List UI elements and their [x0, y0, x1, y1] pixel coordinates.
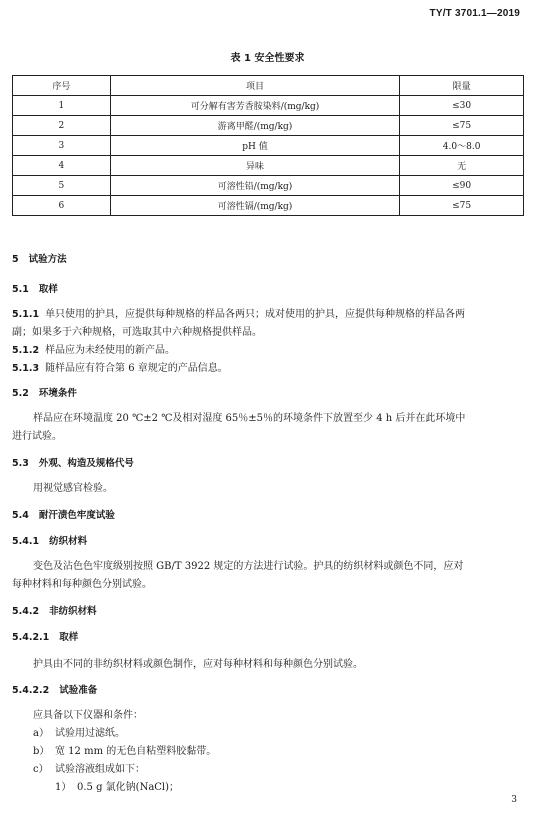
section-title: 试验方法	[28, 254, 67, 265]
list-item-text: 试验用过滤纸。	[55, 728, 125, 739]
table-cell: 2	[13, 116, 111, 136]
table-title: 表 1 安全性要求	[230, 53, 305, 64]
section-heading-5-4-2-2	[12, 682, 97, 696]
section-number: 5.2	[12, 388, 29, 399]
page-number: 3	[511, 795, 517, 805]
list-marker: b）	[33, 746, 50, 757]
table-cell: 可溶性镉/(mg/kg)	[110, 196, 399, 216]
clause-text: 样品应为未经使用的新产品。	[45, 345, 176, 356]
paragraph-5-4-1-line-2: 每种材料和每种颜色分别试验。	[12, 579, 152, 590]
list-marker: c）	[33, 764, 49, 775]
section-heading-5-2	[12, 385, 77, 399]
table-cell: 5	[13, 176, 111, 196]
clause-5-1-3	[12, 359, 228, 374]
section-number: 5.4.2.1	[12, 632, 50, 643]
table-cell: ≤75	[400, 116, 524, 136]
clause-number: 5.1.1	[12, 309, 40, 320]
list-item	[33, 742, 216, 757]
clause-number: 5.1.3	[12, 363, 40, 374]
table-row	[13, 116, 524, 136]
table-row	[13, 136, 524, 156]
column-header: 序号	[13, 76, 111, 96]
paragraph-5-2-line-1: 样品应在环境温度 20 ℃±2 ℃及相对湿度 65％±5％的环境条件下放置至少 4 h 后并在此环境中	[33, 413, 466, 424]
section-heading-5-1	[12, 281, 58, 295]
clause-5-1-1-line-1	[12, 305, 465, 320]
section-number: 5.4.2.2	[12, 685, 50, 696]
list-item-text: 0.5 g 氯化钠(NaCl)；	[77, 782, 180, 793]
section-heading-5-3	[12, 455, 134, 469]
table-cell: 游离甲醛/(mg/kg)	[110, 116, 399, 136]
section-title: 纺织材料	[49, 536, 88, 547]
clause-text: 单只使用的护具，应提供每种规格的样品各两只；成对使用的护具，应提供每种规格的样品各两	[45, 309, 466, 320]
section-title: 非纺织材料	[49, 606, 97, 617]
table-cell: 6	[13, 196, 111, 216]
clause-5-1-2	[12, 341, 175, 356]
table-row	[13, 96, 524, 116]
section-title: 试验准备	[59, 685, 98, 696]
section-heading-5-4-2	[12, 603, 97, 617]
section-title: 外观、构造及规格代号	[38, 458, 134, 469]
section-title: 取样	[38, 284, 58, 295]
table-cell: 1	[13, 96, 111, 116]
table-cell: ≤30	[400, 96, 524, 116]
sub-list-item	[55, 778, 179, 793]
list-item	[33, 760, 145, 775]
standard-code: TY/T 3701.1—2019	[429, 8, 520, 19]
section-number: 5.1	[12, 284, 29, 295]
list-item-text: 宽 12 mm 的无色自粘塑料胶黏带。	[55, 746, 217, 757]
section-number: 5.3	[12, 458, 29, 469]
table-cell: pH 值	[110, 136, 399, 156]
table-cell: ≤90	[400, 176, 524, 196]
section-number: 5.4.2	[12, 606, 40, 617]
paragraph-5-4-2-1: 护具由不同的非纺织材料或颜色制作，应对每种材料和每种颜色分别试验。	[33, 659, 363, 670]
table-header-row	[13, 76, 524, 96]
section-heading-5-4-2-1	[12, 629, 78, 643]
table-cell: 异味	[110, 156, 399, 176]
section-title: 耐汗渍色牢度试验	[38, 510, 115, 521]
list-item-text: 试验溶液组成如下：	[55, 764, 145, 775]
table-row	[13, 176, 524, 196]
column-header: 限量	[400, 76, 524, 96]
section-heading-5-4-1	[12, 533, 87, 547]
section-number: 5	[12, 254, 19, 265]
table-cell: 4	[13, 156, 111, 176]
paragraph-5-3: 用视觉感官检验。	[33, 483, 113, 494]
list-marker: a）	[33, 728, 49, 739]
list-marker: 1）	[55, 782, 72, 793]
table-cell: 4.0～8.0	[400, 136, 524, 156]
column-header: 项目	[110, 76, 399, 96]
table-row	[13, 196, 524, 216]
table-row	[13, 156, 524, 176]
clause-5-1-1-line-2: 副；如果多于六种规格，可选取其中六种规格提供样品。	[12, 327, 262, 338]
table-cell: 可分解有害芳香胺染料/(mg/kg)	[110, 96, 399, 116]
section-number: 5.4.1	[12, 536, 40, 547]
paragraph-5-2-line-2: 进行试验。	[12, 431, 62, 442]
section-heading-5	[12, 251, 67, 265]
section-title: 环境条件	[38, 388, 77, 399]
table-cell: 无	[400, 156, 524, 176]
section-title: 取样	[59, 632, 79, 643]
table-cell: 可溶性铅/(mg/kg)	[110, 176, 399, 196]
paragraph-5-4-1-line-1: 变色及沾色色牢度级别按照 GB/T 3922 规定的方法进行试验。护具的纺织材料或颜色不同，应对	[33, 561, 464, 572]
clause-text: 随样品应有符合第 6 章规定的产品信息。	[45, 363, 228, 374]
table-cell: ≤75	[400, 196, 524, 216]
safety-requirements-table	[12, 75, 524, 216]
list-item	[33, 724, 125, 739]
clause-number: 5.1.2	[12, 345, 40, 356]
paragraph-5-4-2-2-intro: 应具备以下仪器和条件：	[33, 710, 143, 721]
section-number: 5.4	[12, 510, 29, 521]
section-heading-5-4	[12, 507, 115, 521]
table-cell: 3	[13, 136, 111, 156]
